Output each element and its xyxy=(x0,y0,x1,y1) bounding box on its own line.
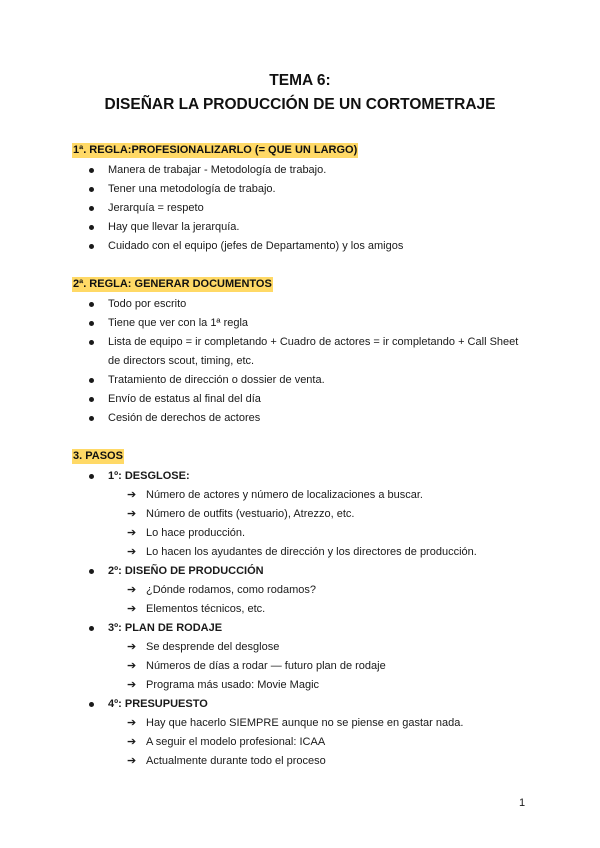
bullet-icon xyxy=(89,187,94,192)
list-item: Tiene que ver con la 1ª regla xyxy=(108,317,249,329)
bullet-icon xyxy=(89,244,94,249)
list-item: Hay que llevar la jerarquía. xyxy=(108,221,240,233)
bullet-icon xyxy=(89,206,94,211)
arrow-right-icon: ➔ xyxy=(127,717,137,729)
section3-heading: 3. PASOS xyxy=(73,450,123,462)
sub-item: ¿Dónde rodamos, como rodamos? xyxy=(146,584,316,596)
step-label: 1º: DESGLOSE: xyxy=(108,470,190,482)
list-item: Todo por escrito xyxy=(108,298,187,310)
sub-item: Lo hacen los ayudantes de dirección y los directores de producción. xyxy=(146,546,477,558)
sub-item: Elementos técnicos, etc. xyxy=(146,603,266,615)
step-label: 3º: PLAN DE RODAJE xyxy=(108,622,223,634)
section2-heading: 2ª. REGLA: GENERAR DOCUMENTOS xyxy=(73,278,272,290)
arrow-right-icon: ➔ xyxy=(127,603,137,615)
bullet-icon xyxy=(89,168,94,173)
sub-item: Programa más usado: Movie Magic xyxy=(146,679,320,691)
step-label: 4º: PRESUPUESTO xyxy=(108,698,208,710)
arrow-right-icon: ➔ xyxy=(127,546,137,558)
bullet-icon xyxy=(89,378,94,383)
arrow-right-icon: ➔ xyxy=(127,755,137,767)
bullet-icon xyxy=(89,302,94,307)
arrow-right-icon: ➔ xyxy=(127,527,137,539)
bullet-icon xyxy=(89,626,94,631)
section1-heading: 1ª. REGLA:PROFESIONALIZARLO (= QUE UN LARGO) xyxy=(73,144,358,156)
doc-title-line2: DISEÑAR LA PRODUCCIÓN DE UN CORTOMETRAJE xyxy=(104,96,496,113)
step-label: 2º: DISEÑO DE PRODUCCIÓN xyxy=(108,565,264,577)
list-item: Cesión de derechos de actores xyxy=(108,412,261,424)
list-item: Tener una metodología de trabajo. xyxy=(108,183,276,195)
sub-item: Número de outfits (vestuario), Atrezzo, etc. xyxy=(146,508,355,520)
arrow-right-icon: ➔ xyxy=(127,489,137,501)
bullet-icon xyxy=(89,225,94,230)
sub-item: Hay que hacerlo SIEMPRE aunque no se piense en gastar nada. xyxy=(146,717,464,729)
bullet-icon xyxy=(89,569,94,574)
arrow-right-icon: ➔ xyxy=(127,660,137,672)
bullet-icon xyxy=(89,397,94,402)
sub-item: Números de días a rodar — futuro plan de rodaje xyxy=(146,660,386,672)
page-number: 1 xyxy=(519,797,526,809)
list-item: Lista de equipo = ir completando + Cuadro de actores = ir completando + Call Sheet xyxy=(108,336,519,348)
sub-item: A seguir el modelo profesional: ICAA xyxy=(146,736,326,748)
doc-title-line1: TEMA 6: xyxy=(269,72,331,89)
bullet-icon xyxy=(89,702,94,707)
list-item: Cuidado con el equipo (jefes de Departamento) y los amigos xyxy=(108,240,404,252)
bullet-icon xyxy=(89,321,94,326)
bullet-icon xyxy=(89,416,94,421)
list-item: Envío de estatus al final del día xyxy=(108,393,261,405)
arrow-right-icon: ➔ xyxy=(127,508,137,520)
sub-item: Número de actores y número de localizaciones a buscar. xyxy=(146,489,423,501)
bullet-icon xyxy=(89,474,94,479)
list-item: Manera de trabajar - Metodología de trabajo. xyxy=(108,164,327,176)
arrow-right-icon: ➔ xyxy=(127,679,137,691)
sub-item: Se desprende del desglose xyxy=(146,641,280,653)
list-item-continuation: de directors scout, timing, etc. xyxy=(108,355,255,367)
arrow-right-icon: ➔ xyxy=(127,641,137,653)
list-item: Tratamiento de dirección o dossier de venta. xyxy=(108,374,325,386)
sub-item: Lo hace producción. xyxy=(146,527,246,539)
sub-item: Actualmente durante todo el proceso xyxy=(146,755,326,767)
arrow-right-icon: ➔ xyxy=(127,736,137,748)
arrow-right-icon: ➔ xyxy=(127,584,137,596)
list-item: Jerarquía = respeto xyxy=(108,202,204,214)
bullet-icon xyxy=(89,340,94,345)
